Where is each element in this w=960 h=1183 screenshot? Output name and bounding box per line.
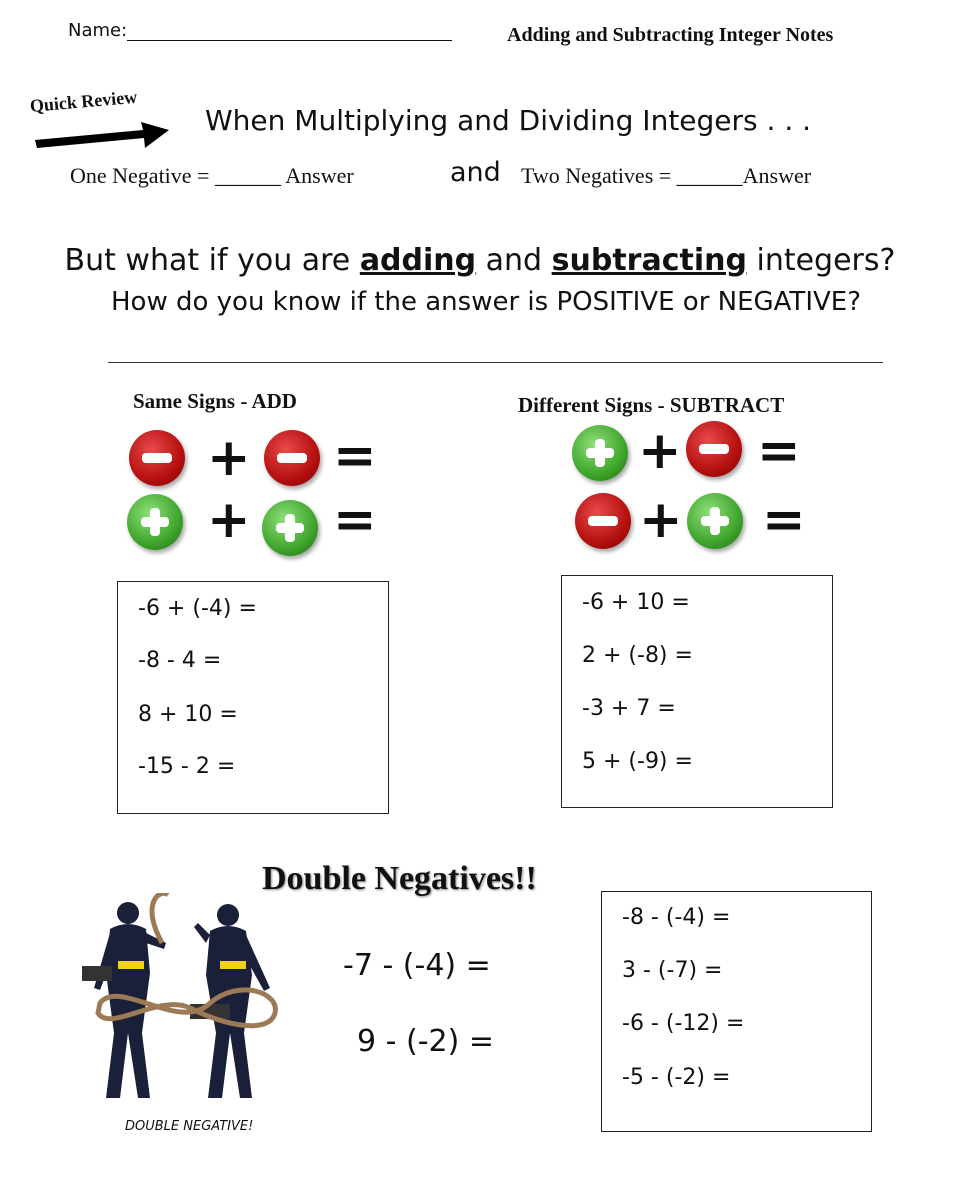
plus-sign: + [639,490,683,550]
problem: 5 + (-9) = [582,749,693,774]
problem: -6 + 10 = [582,590,690,615]
problem: -6 - (-12) = [622,1011,745,1036]
problem: -8 - 4 = [138,648,222,673]
equals-sign: = [757,421,801,481]
positive-circle-icon [687,493,743,549]
negative-circle-icon [264,430,320,486]
plus-sign: + [638,421,682,481]
problem: 2 + (-8) = [582,643,693,668]
divider [108,362,883,363]
different-signs-title: Different Signs - SUBTRACT [518,393,785,417]
subtracting-word: subtracting [551,243,747,278]
review-heading: When Multiplying and Dividing Integers . . . [205,104,812,137]
adding-word: adding [359,243,477,278]
same-signs-title: Same Signs - ADD [133,389,297,413]
negative-circle-icon [575,493,631,549]
name-label: Name: [68,20,128,41]
problem: -6 + (-4) = [138,596,257,621]
question-suffix: integers? [746,243,896,278]
negative-circle-icon [686,421,742,477]
question-prefix: But what if you are [64,243,360,278]
question-line-2: How do you know if the answer is POSITIVE or NEGATIVE? [110,287,861,317]
double-negatives-title: Double Negatives!! [262,860,537,897]
problem: -8 - (-4) = [622,905,731,930]
different-signs-problem-box [561,575,833,808]
equals-sign: = [762,490,806,550]
double-negative-heroes-illustration [80,893,295,1118]
positive-circle-icon [262,500,318,556]
negative-circle-icon [129,430,185,486]
example-problem: 9 - (-2) = [357,1024,494,1059]
one-negative-text: One Negative = ______ Answer [70,163,354,188]
problem: -15 - 2 = [138,754,236,779]
name-field-line[interactable] [127,40,452,41]
double-negatives-problem-box [601,891,872,1132]
arrow-right-icon [33,118,173,152]
and-text: and [450,157,501,188]
equals-sign: = [333,426,377,486]
plus-sign: + [207,428,251,488]
example-problem: -7 - (-4) = [343,948,491,983]
problem: -3 + 7 = [582,696,676,721]
problem: 3 - (-7) = [622,958,723,983]
question-line-1 [0,243,960,278]
quick-review-tag: Quick Review [29,86,138,116]
plus-sign: + [207,490,251,550]
worksheet-title: Adding and Subtracting Integer Notes [507,24,834,46]
problem: -5 - (-2) = [622,1065,731,1090]
same-signs-problem-box [117,581,389,814]
problem: 8 + 10 = [138,702,238,727]
question-mid: and [476,243,552,278]
equals-sign: = [333,490,377,550]
illustration-caption: DOUBLE NEGATIVE! [125,1119,254,1134]
positive-circle-icon [572,425,628,481]
two-negatives-text: Two Negatives = ______Answer [521,163,812,188]
positive-circle-icon [127,494,183,550]
